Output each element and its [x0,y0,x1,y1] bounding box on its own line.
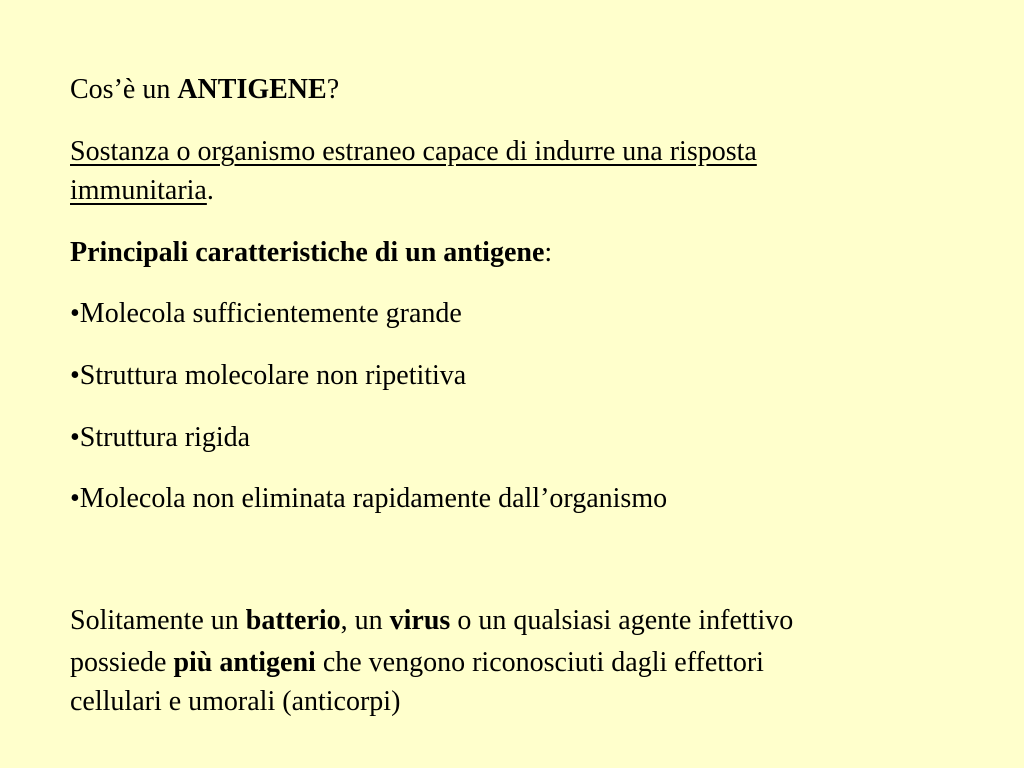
conclusion-text: , un [340,605,390,636]
question-suffix: ? [326,74,340,105]
conclusion-bold-piu-antigeni: più antigeni [173,647,316,678]
definition-text-2: immunitaria [70,175,207,206]
definition-line-1 [70,135,970,168]
definition-line-2 [70,174,970,207]
conclusion-text: o un qualsiasi agente infettivo [450,605,794,636]
definition-end: . [206,175,214,206]
question-term: ANTIGENE [177,74,327,105]
conclusion-text: Solitamente un [70,605,246,636]
list-item: •Molecola sufficientemente grande [70,298,462,329]
conclusion-bold-virus: virus [389,605,451,636]
conclusion-text: possiede [70,647,174,678]
conclusion-line-2 [70,646,970,679]
conclusion-text: che vengono riconosciuti dagli effettori [315,647,764,678]
characteristics-heading-colon: : [544,237,553,268]
question-prefix: Cos’è un [70,74,178,105]
list-item: •Struttura molecolare non ripetitiva [70,360,467,391]
list-item: •Struttura rigida [70,422,251,453]
conclusion-line-3 [70,685,970,718]
list-item: •Molecola non eliminata rapidamente dall’organismo [70,483,668,514]
characteristics-heading [70,236,970,269]
conclusion-bold-batterio: batterio [245,605,341,636]
question-line [70,73,970,106]
characteristics-heading-text: Principali caratteristiche di un antigene [70,237,545,268]
conclusion-line-1 [70,604,970,637]
conclusion-text: cellulari e umorali (anticorpi) [70,686,401,717]
definition-text-1: Sostanza o organismo estraneo capace di indurre una risposta [70,136,757,167]
